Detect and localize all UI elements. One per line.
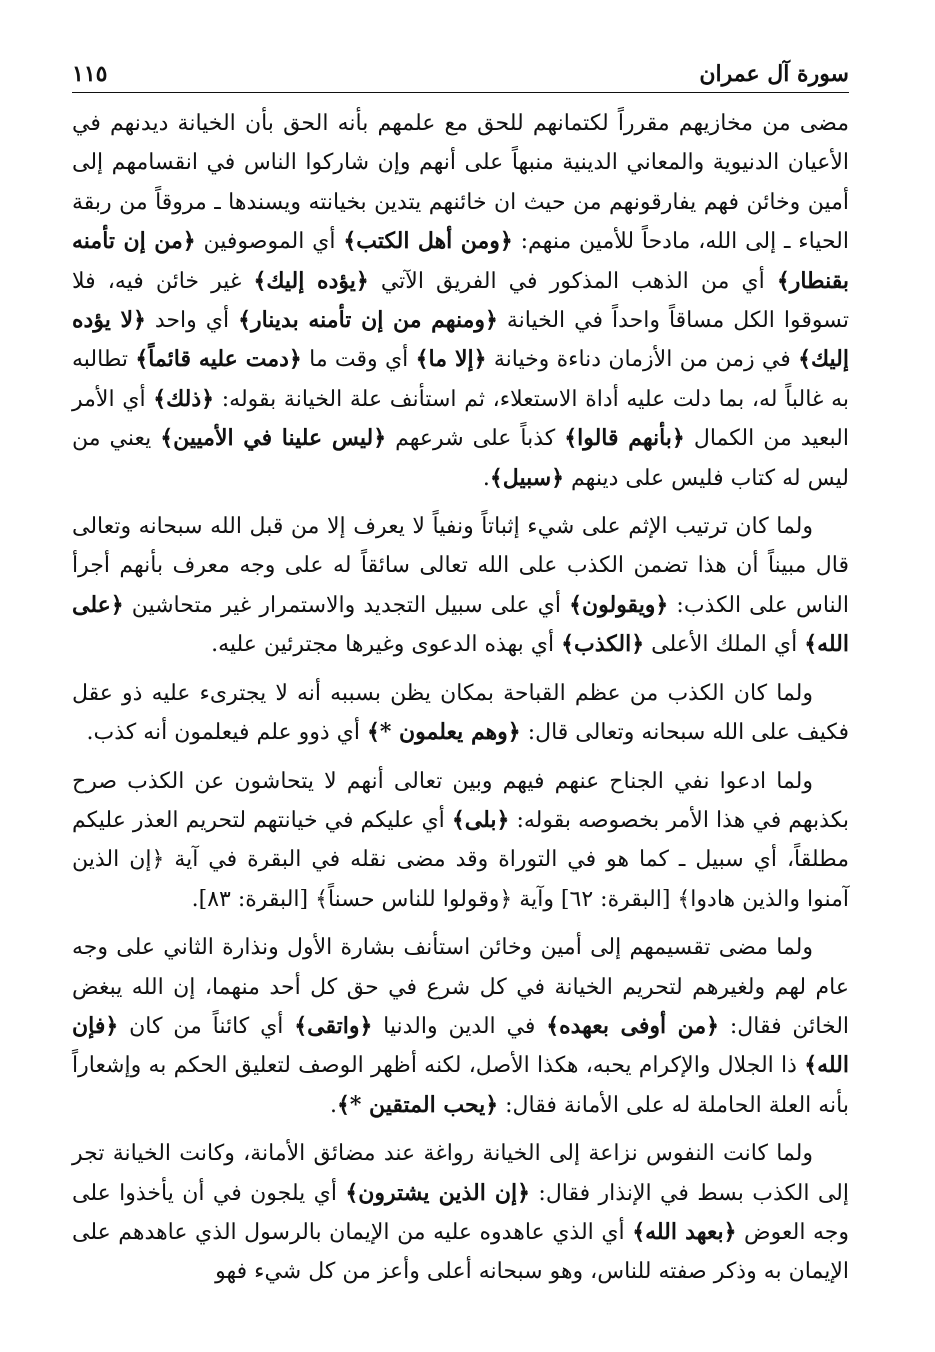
text-segment: .: [329, 1092, 337, 1118]
text-segment: مضى من مخازيهم مقرراً لكتمانهم للحق مع علمهم بأنه الحق بأن الخيانة ديدنهم في الأعيان الدنيوية والمعاني الدينية منبهاً على أنهم وإن شاركوا الناس في انقسامهم إلى أمين وخائن فهم يفارقونهم من حيث ان خائنهم يتدين بخيانته ويسندها ـ مروقاً من ربقة الحياء ـ إلى الله، مادحاً للأمين منهم:: [72, 111, 849, 255]
text-segment: أي وقت ما: [301, 347, 416, 373]
text-segment: ولما ادعوا نفي الجناح عنهم فيهم وبين تعالى أنهم لا يتحاشون عن الكذب صرح بكذبهم في هذا الأمر بخصوصه بقوله:: [72, 768, 849, 833]
text-segment: ذا الجلال والإكرام يحبه، هكذا الأصل، لكنه أظهر الوصف لتعليق الحكم به وإشعاراً بأنه العلة الحاملة له على الأمانة فقال:: [72, 1053, 849, 1118]
text-segment: أي الأمر البعيد من الكمال: [72, 386, 849, 452]
text-segment: ولما كانت النفوس نزاعة إلى الخيانة رواغة عند مضائق الأمانة، وكانت الخيانة تجر إلى الكذب بسط في الإنذار فقال:: [72, 1141, 849, 1206]
text-segment: أي الموصوفين: [195, 229, 344, 255]
paragraph-1: [72, 104, 849, 498]
quran-quote: ﴿بعهد الله﴾: [632, 1218, 737, 1245]
text-segment: غير خائن فيه، فلا تسوقوا الكل مساقاً واحداً في الخيانة: [72, 268, 849, 334]
quran-quote: ﴿دمت عليه قائماً﴾: [135, 346, 302, 373]
paragraph-4: [72, 762, 849, 920]
quran-quote: ﴿بأنهم قالوا﴾: [564, 425, 685, 452]
text-segment: أي ذوو علم فيعلمون أنه كذب.: [86, 720, 367, 746]
quran-quote: ﴿وهم يعلمون *﴾: [366, 719, 521, 746]
text-segment: أي على سبيل التجديد والاستمرار غير متحاشين: [123, 592, 570, 618]
quran-quote: ﴿إلا ما﴾: [415, 346, 487, 373]
paragraph-3: [72, 674, 849, 753]
text-segment: في زمن من الأزمان دناءة وخيانة: [486, 347, 799, 373]
quran-quote: ﴿إن الذين يشترون﴾: [345, 1179, 531, 1206]
text-segment: أي الملك الأعلى: [644, 632, 805, 658]
paragraph-6: [72, 1134, 849, 1292]
text-segment: أي الذي عاهدوه عليه من الإيمان بالرسول الذي عاهدهم على الإيمان به وذكر صفته للناس، وهو سبحانه أعلى وأعز من كل شيء فهو: [72, 1219, 849, 1285]
text-segment: كذباً على شرعهم: [386, 426, 565, 452]
text-segment: ولما مضى تقسيمهم إلى أمين وخائن استأنف بشارة الأول ونذارة الثاني على وجه عام لهم ولغيرهم لتحريم الخيانة في كل شرع في حق كل أحد منهما، إن الله يبغض الخائن فقال:: [72, 935, 850, 1039]
quran-quote: ﴿على الله﴾: [72, 591, 849, 658]
text-segment: أي كائناً من كان: [118, 1013, 295, 1039]
quran-quote: ﴿واتقى﴾: [294, 1012, 373, 1039]
quran-quote: ﴿يؤده إليك﴾: [253, 267, 369, 294]
quran-quote: ﴿لا يؤده إليك﴾: [72, 307, 849, 373]
paragraph-2: [72, 507, 849, 665]
quran-quote: ﴿بلى﴾: [451, 806, 510, 833]
page-header: [72, 56, 849, 93]
text-segment: في الدين والدنيا: [372, 1013, 547, 1039]
quran-quote: ﴿ومن أهل الكتب﴾: [343, 228, 513, 255]
quran-quote: ﴿من إن تأمنه بقنطار﴾: [72, 228, 849, 294]
paragraph-5: [72, 928, 849, 1125]
quran-quote: ﴿يحب المتقين *﴾: [336, 1091, 499, 1118]
text-segment: أي عليكم في خيانتهم لتحريم العذر عليكم مطلقاً، أي سبيل ـ كما هو في التوراة وقد مضى نقله في البقرة في آية ﴿إن الذين آمنوا والذين هادوا﴾ [البقرة: ٦٢] وآية ﴿وقولوا للناس حسناً﴾ [البقرة: ٨٣].: [72, 807, 849, 912]
text-segment: أي يلجون في أن يأخذوا على وجه العوض: [72, 1180, 849, 1245]
quran-quote: ﴿الكذب﴾: [561, 631, 645, 658]
text-segment: ولما كان ترتيب الإثم على شيء إثباتاً ونفياً لا يعرف إلا من قبل الله سبحانه وتعالى قال مبيناً أن هذا تضمن الكذب على الله تعالى سائقاً له على وجه معرف بأنهم أجرأ الناس على الكذب:: [72, 514, 849, 618]
quran-quote: ﴿من أوفى بعهده﴾: [546, 1012, 720, 1039]
text-segment: أي واحد: [145, 308, 239, 334]
quran-quote: ﴿سبيل﴾: [489, 464, 565, 491]
quran-quote: ﴿ومنهم من إن تأمنه بدينار﴾: [238, 307, 498, 334]
quran-quote: ﴿فإن الله﴾: [72, 1012, 849, 1079]
quran-quote: ﴿ويقولون﴾: [569, 591, 669, 618]
surah-title: سورة آل عمران: [699, 61, 849, 87]
page-body: [72, 104, 849, 1301]
quran-quote: ﴿ذلك﴾: [153, 385, 215, 412]
text-segment: .: [482, 465, 490, 491]
text-segment: يعني من ليس له كتاب فليس على دينهم: [72, 426, 849, 491]
text-segment: أي بهذه الدعوى وغيرها مجترئين عليه.: [211, 632, 562, 658]
page-number: ١١٥: [72, 61, 108, 87]
text-segment: تطالبه به غالباً له، بما دلت عليه أداة الاستعلاء، ثم استأنف علة الخيانة بقوله:: [72, 347, 849, 412]
text-segment: أي من الذهب المذكور في الفريق الآتي: [368, 268, 777, 294]
text-segment: ولما كان الكذب من عظم القباحة بمكان يظن بسببه أنه لا يجترىء عليه ذو عقل فكيف على الله سبحانه وتعالى قال:: [72, 680, 849, 746]
quran-quote: ﴿ليس علينا في الأميين﴾: [160, 425, 387, 452]
